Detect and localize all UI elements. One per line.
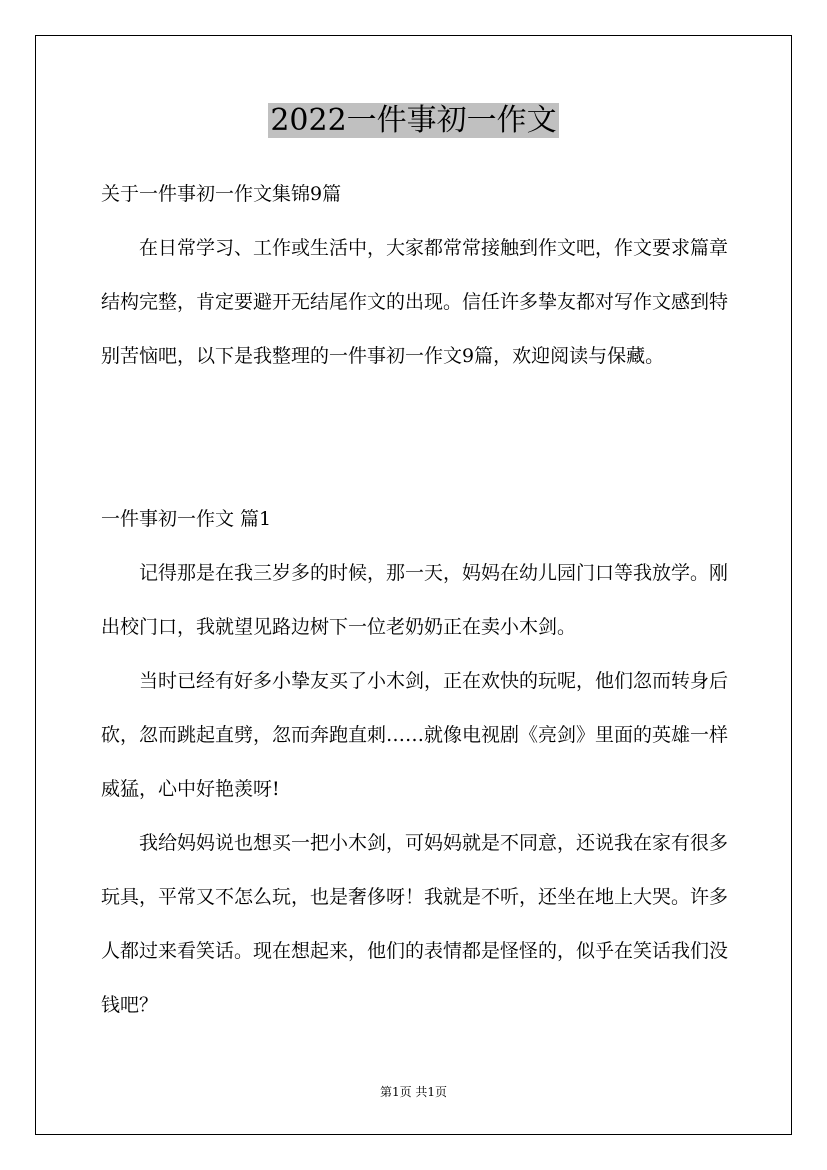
page-footer: 第1页 共1页 xyxy=(379,1085,448,1099)
paragraph-1: 记得那是在我三岁多的时候，那一天，妈妈在幼儿园门口等我放学。刚出校门口，我就望见路边树下一位老奶奶正在卖小木剑。 xyxy=(101,562,729,638)
paragraph-2: 当时已经有好多小挚友买了小木剑，正在欢快的玩呢，他们忽而转身后砍，忽而跳起直劈，忽而奔跑直刺……就像电视剧《亮剑》里面的英雄一样威猛，心中好艳羡呀! xyxy=(101,670,729,800)
document-title xyxy=(0,100,827,142)
document-title-text: 2022一件事初一作文 xyxy=(270,103,557,138)
paragraph-3: 我给妈妈说也想买一把小木剑，可妈妈就是不同意，还说我在家有很多玩具，平常又不怎么玩，也是奢侈呀！我就是不听，还坐在地上大哭。许多人都过来看笑话。现在想起来，他们的表情都是怪怪的，似乎在笑话我们没钱吧？ xyxy=(101,832,729,1016)
section-heading: 一件事初一作文 篇1 xyxy=(101,508,272,530)
intro-paragraph: 在日常学习、工作或生活中，大家都常常接触到作文吧，作文要求篇章结构完整，肯定要避开无结尾作文的出现。信任许多挚友都对写作文感到特别苦恼吧，以下是我整理的一件事初一作文9篇，欢迎阅读与保藏。 xyxy=(101,237,729,367)
document-subtitle: 关于一件事初一作文集锦9篇 xyxy=(101,183,342,205)
